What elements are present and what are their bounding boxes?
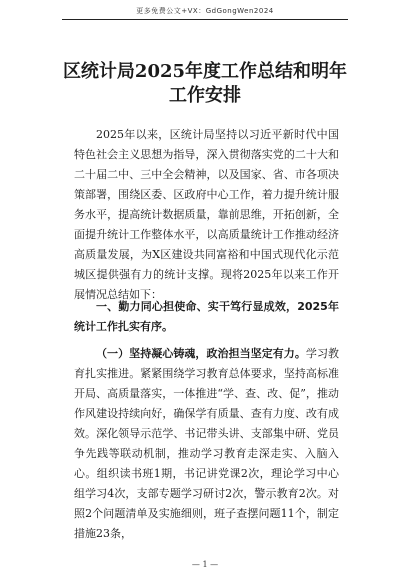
- subsection-body-1: 学习教育扎实推进。紧紧围绕学习教育总体要求，坚持高标准开局、高质量落实，一体推进“学、查、改、促”，推动作风建设持续向好，确保学有质量、查有力度、改有成效。深化领导示范学、书记带头讲、支部集中研、党员争先践等联动机制，推动学习教育走深走实、入脑入心。组织读书班1期，书记讲党课2次，理论学习中心组学习4次，支部专题学习研讨2次，警示教育2次。对照2个问题清单及实施细则，班子查摆问题11个，制定措施23条，: [74, 347, 340, 540]
- subsection-heading-1: （一）坚持凝心铸魂，政治担当坚定有力。: [96, 347, 306, 360]
- document-title: 区统计局2025年度工作总结和明年工作安排: [62, 61, 348, 106]
- header-divider: [62, 19, 348, 20]
- subsection-paragraph-1: [74, 344, 339, 544]
- section-heading-1: 一、勤力同心担使命、实干笃行显成效，2025年统计工作扎实有序。: [74, 300, 339, 333]
- header-note: 更多免费公文+VX：GdGongWen2024: [136, 7, 274, 15]
- intro-paragraph: 2025年以来，区统计局坚持以习近平新时代中国特色社会主义思想为指导，深入贯彻落实党的二十大和二十届二中、三中全会精神，以及国家、省、市各项决策部署，围绕区委、区政府中心工作，着力提升统计服务水平，提高统计数据质量，靠前思维，开拓创新，全面提升统计工作整体水平，以高质量统计工作推动经济高质量发展，为X区建设共同富裕和中国式现代化示范城区提供强有力的统计支撑。现将2025年以来工作开展情况总结如下：: [74, 128, 339, 301]
- page-number: — 1 —: [191, 560, 219, 569]
